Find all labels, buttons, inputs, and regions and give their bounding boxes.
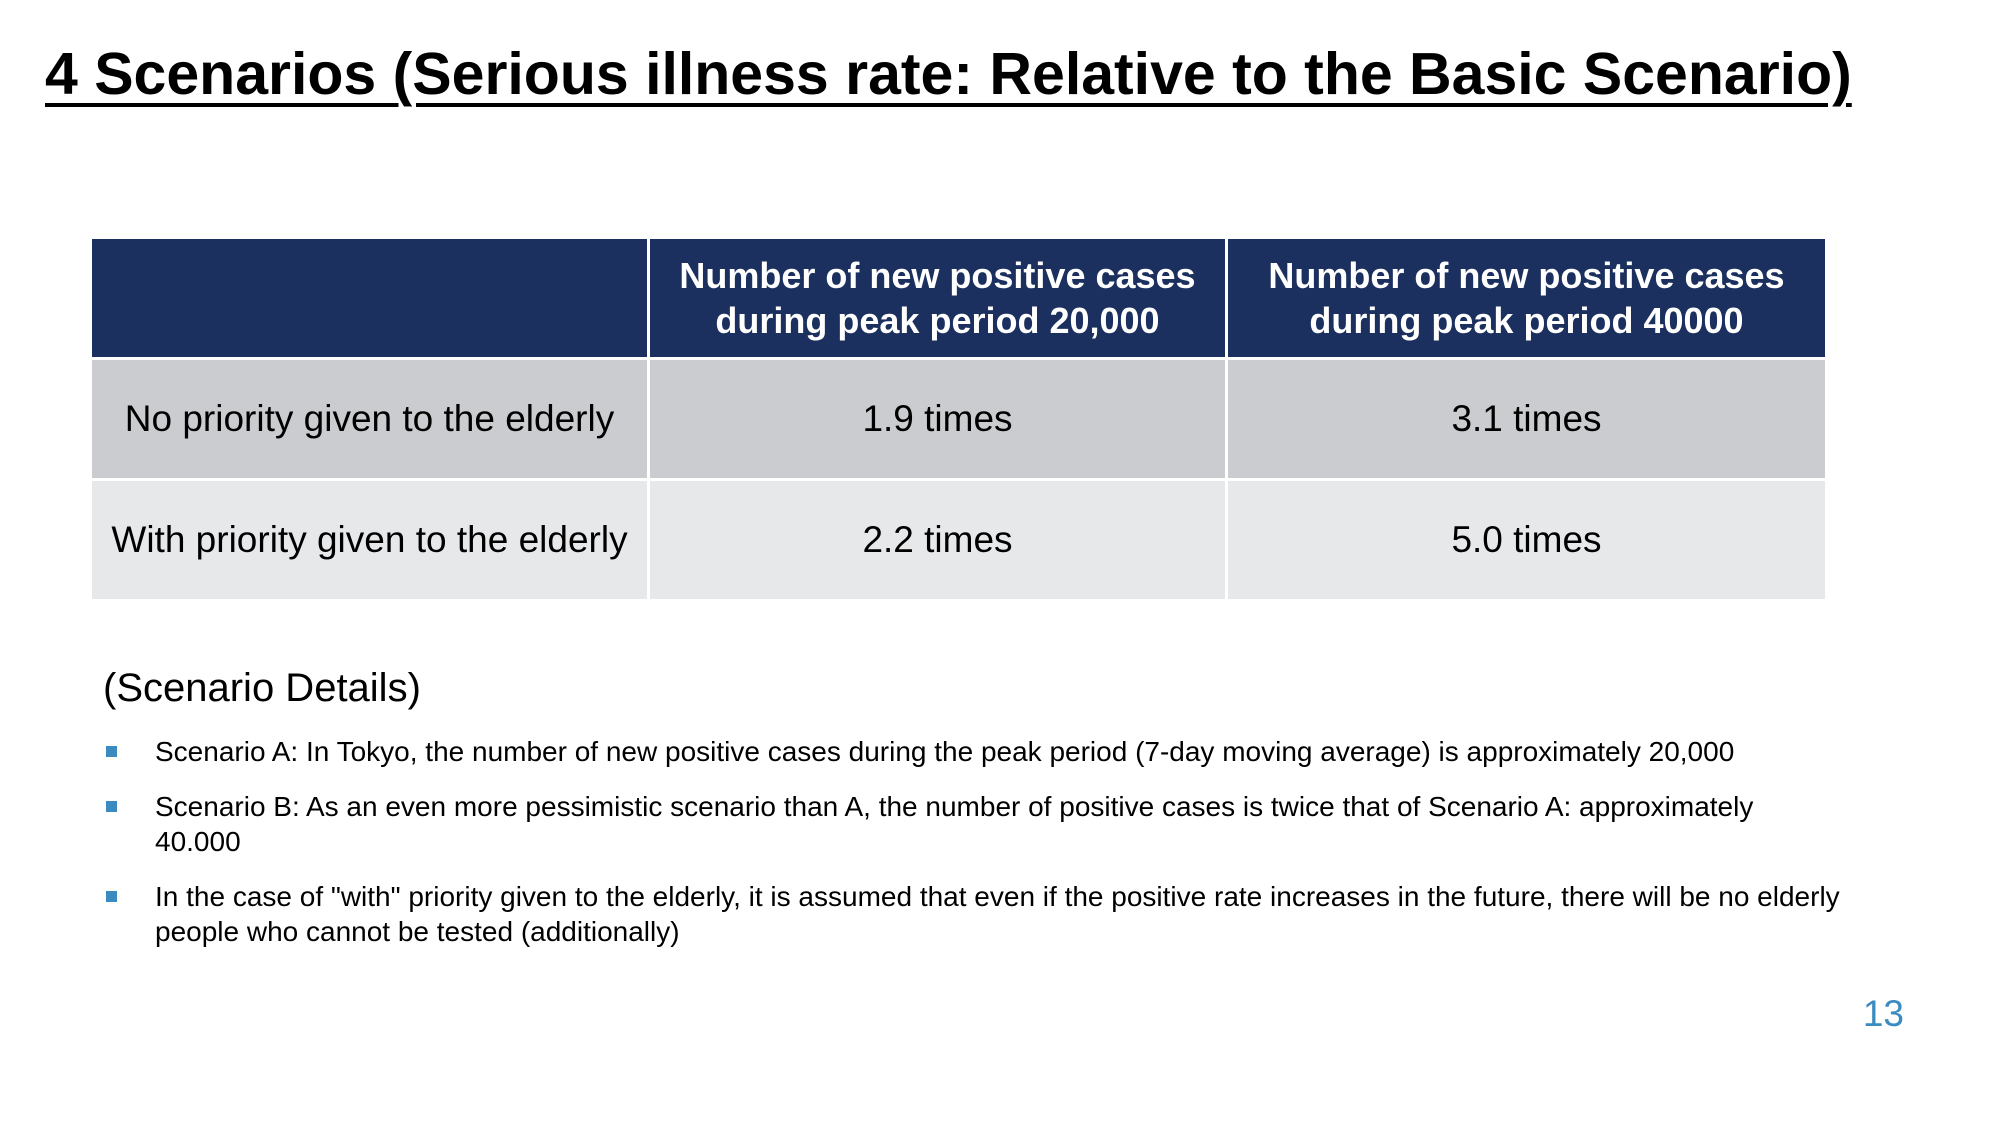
table-cell: 3.1 times xyxy=(1227,359,1827,480)
scenario-table xyxy=(89,236,1828,602)
list-item-text: Scenario A: In Tokyo, the number of new positive cases during the peak period (7-day moving average) is approximately 20,000 xyxy=(155,736,1735,767)
square-bullet-icon xyxy=(106,801,117,812)
table-header-row xyxy=(91,238,1827,359)
table-header-40000: Number of new positive cases during peak period 40000 xyxy=(1227,238,1827,359)
square-bullet-icon xyxy=(106,746,117,757)
list-item xyxy=(103,734,1843,769)
table-row xyxy=(91,359,1827,480)
details-heading: (Scenario Details) xyxy=(103,666,421,710)
square-bullet-icon xyxy=(106,891,117,902)
list-item xyxy=(103,789,1843,859)
row-label-no-priority: No priority given to the elderly xyxy=(91,359,649,480)
table-row xyxy=(91,480,1827,601)
table-cell: 2.2 times xyxy=(649,480,1227,601)
page-number: 13 xyxy=(1862,993,1904,1034)
row-label-with-priority: With priority given to the elderly xyxy=(91,480,649,601)
list-item-text: In the case of "with" priority given to the elderly, it is assumed that even if the positive rate increases in the future, there will be no elderly people who cannot be tested (additionally) xyxy=(155,881,1840,947)
table-cell: 1.9 times xyxy=(649,359,1227,480)
details-list xyxy=(103,734,1843,969)
page-title: 4 Scenarios (Serious illness rate: Relative to the Basic Scenario) xyxy=(45,41,1852,107)
table-header-20000: Number of new positive cases during peak period 20,000 xyxy=(649,238,1227,359)
list-item-text: Scenario B: As an even more pessimistic scenario than A, the number of positive cases is twice that of Scenario A: approximately 40.000 xyxy=(155,791,1754,857)
list-item xyxy=(103,879,1843,949)
table-header-empty xyxy=(91,238,649,359)
table-cell: 5.0 times xyxy=(1227,480,1827,601)
